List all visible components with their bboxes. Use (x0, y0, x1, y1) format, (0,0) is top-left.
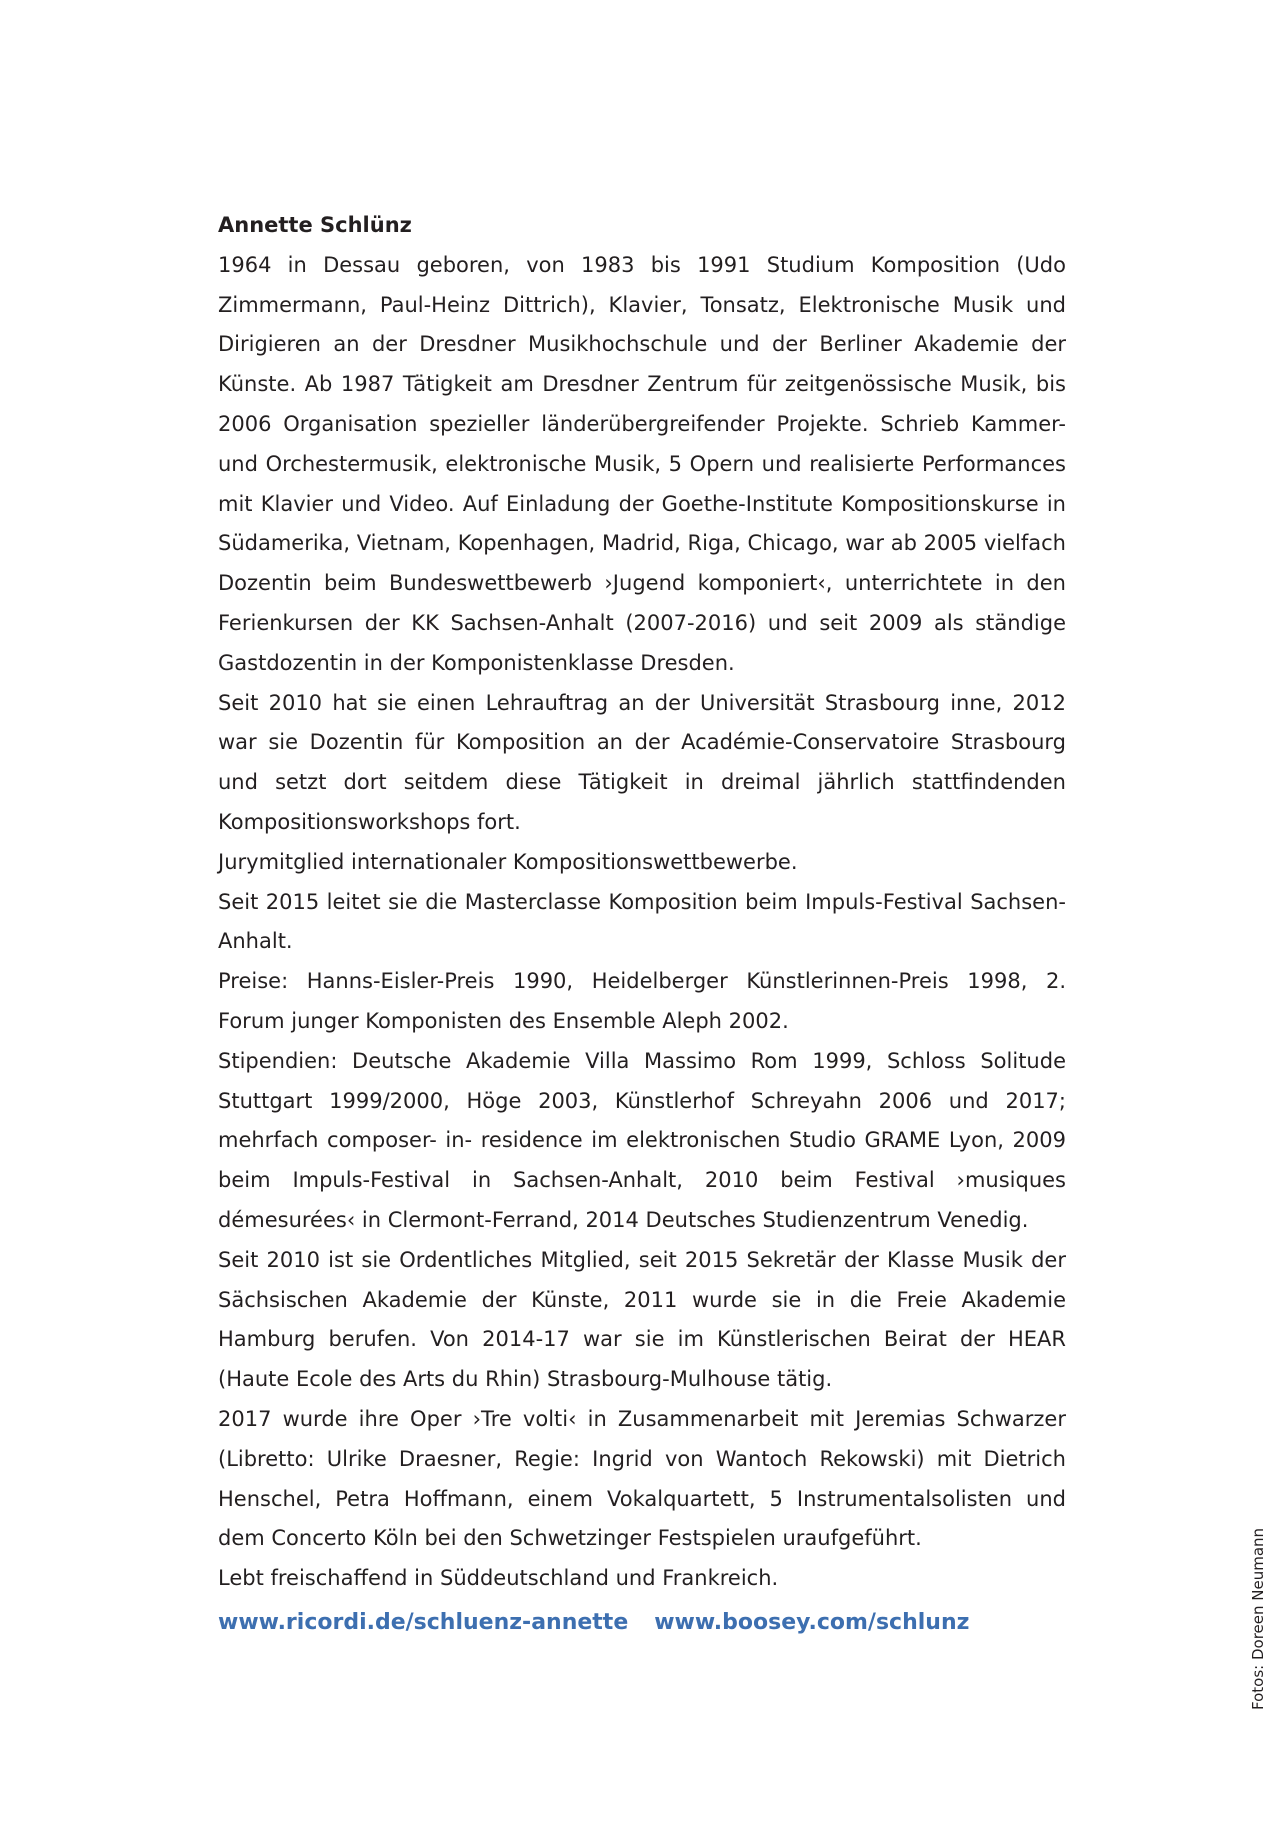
publisher-links (218, 1603, 1066, 1643)
bio-paragraph-memberships: Seit 2010 ist sie Ordentliches Mitglied, seit 2015 Sekretär der Klasse Musik der Sächsischen Akademie der Künste, 2011 wurde sie in die Freie Akademie Hamburg berufen. Von 2014-17 war sie im Künstlerischen Beirat der HEAR (Haute Ecole des Arts du Rhin) Strasbourg-Mulhouse tätig. (218, 1247, 1066, 1392)
bio-paragraph-opera: 2017 wurde ihre Oper ›Tre volti‹ in Zusammenarbeit mit Jeremias Schwarzer (Libretto: Ulrike Draesner, Regie: Ingrid von Wantoch Rekowski) mit Dietrich Henschel, Petra Hoffmann, einem Vokalquartett, 5 Instrumentalsolisten und dem Concerto Köln bei den Schwetzinger Festspielen uraufgeführt. (218, 1406, 1066, 1551)
bio-paragraph-jury: Jurymitglied internationaler Kompositionswettbewerbe. (218, 849, 798, 874)
biography (218, 206, 1066, 1643)
bio-paragraph-masterclass: Seit 2015 leitet sie die Masterclasse Komposition beim Impuls-Festival Sachsen- Anhalt. (218, 889, 1066, 954)
bio-paragraph-strasbourg: Seit 2010 hat sie einen Lehrauftrag an der Universität Strasbourg inne, 2012 war sie Dozentin für Komposition an der Académie-Conservatoire Strasbourg und setzt dort seitdem diese Tätigkeit in dreimal jährlich stattfindenden Kompositionsworkshops fort. (218, 690, 1066, 834)
bio-paragraph-prizes: Preise: Hanns-Eisler-Preis 1990, Heidelberger Künstlerinnen-Preis 1998, 2. Forum junger Komponisten des Ensemble Aleph 2002. (218, 969, 1066, 1033)
link-ricordi[interactable]: www.ricordi.de/schluenz-annette (218, 1609, 629, 1635)
bio-paragraph-career: 1964 in Dessau geboren, von 1983 bis 1991 Studium Komposition (Udo Zimmermann, Paul-Heinz Dittrich), Klavier, Tonsatz, Elektronische Musik und Dirigieren an der Dresdner Musikhochschule und der Berliner Akademie der Künste. Ab 1987 Tätigkeit am Dresdner Zentrum für zeitgenössische Musik, bis 2006 Organisation spezieller länderübergreifender Projekte. Schrieb Kammer- und Orchestermusik, elektronische Musik, 5 Opern und realisierte Performances mit Klavier und Video. Auf Einladung der Goethe-Institute Kompositionskurse in Südamerika, Vietnam, Kopenhagen, Madrid, Riga, Chicago, war ab 2005 vielfach Dozentin beim Bundeswettbewerb ›Jugend komponiert‹, unterrichtete in den Ferienkursen der KK Sachsen-Anhalt (2007-2016) und seit 2009 als ständige Gastdozentin in der Komponistenklasse Dresden. (218, 252, 1066, 675)
photo-credit: Fotos: Doreen Neumann (1249, 1527, 1267, 1710)
bio-paragraph-residence: Lebt freischaffend in Süddeutschland und Frankreich. (218, 1566, 779, 1591)
composer-name: Annette Schlünz (218, 213, 412, 237)
bio-paragraph-scholarships: Stipendien: Deutsche Akademie Villa Massimo Rom 1999, Schloss Solitude Stuttgart 1999/2000, Höge 2003, Künstlerhof Schreyahn 2006 und 2017; mehrfach composer- in- residence im elektronischen Studio GRAME Lyon, 2009 beim Impuls-Festival in Sachsen-Anhalt, 2010 beim Festival ›musiques démesurées‹ in Clermont-Ferrand, 2014 Deutsches Studienzentrum Venedig. (218, 1048, 1066, 1232)
link-boosey[interactable]: www.boosey.com/schlunz (654, 1609, 970, 1635)
